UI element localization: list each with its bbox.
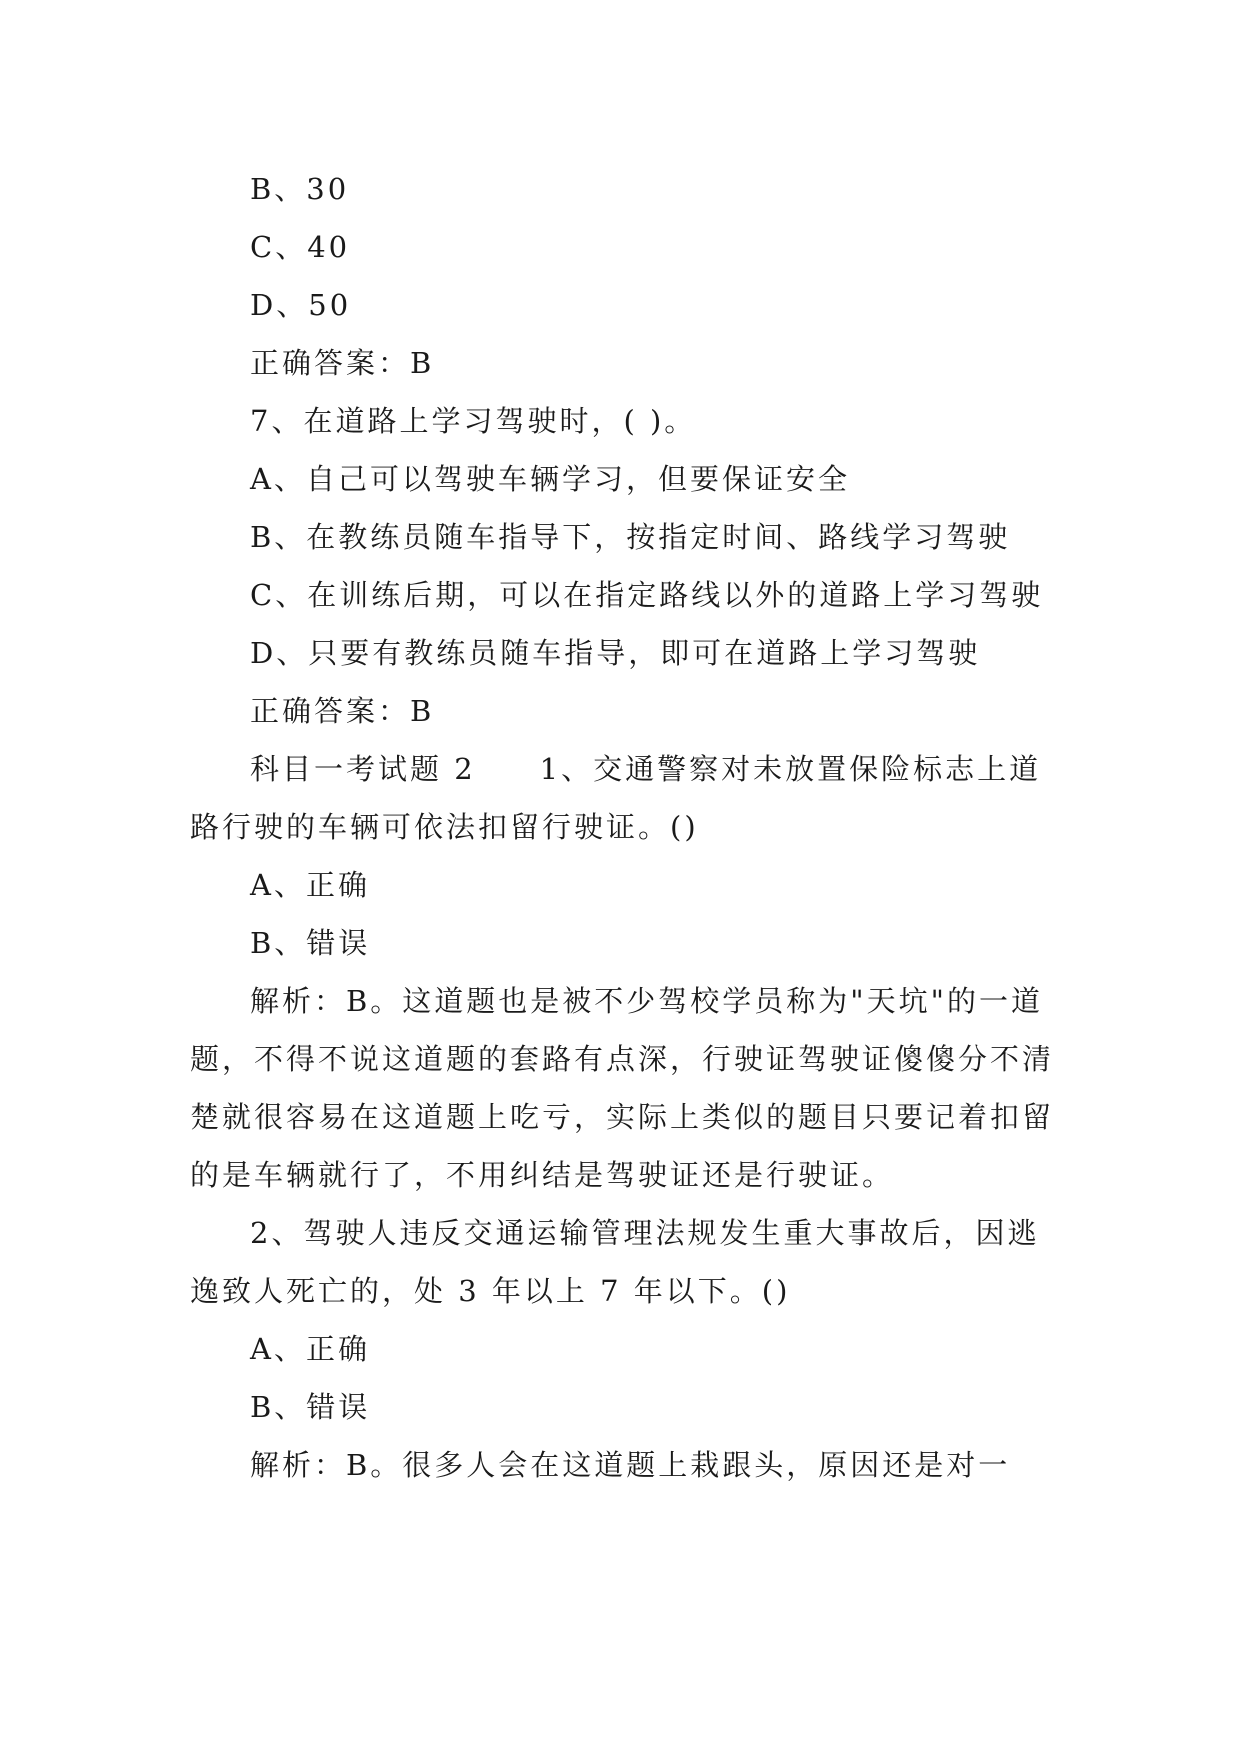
option-b: B、30	[250, 172, 350, 206]
answer-line: 正确答案：B	[250, 346, 435, 380]
question-7-option-a: A、自己可以驾驶车辆学习，但要保证安全	[250, 462, 850, 496]
section-2-q1-option-a: A、正确	[250, 868, 370, 902]
document-page	[190, 160, 1055, 1494]
section-2-q2-option-b: B、错误	[250, 1390, 371, 1424]
question-7-option-c: C、在训练后期，可以在指定路线以外的道路上学习驾驶	[250, 578, 1044, 612]
section-2-question-1: 科目一考试题 2 1、交通警察对未放置保险标志上道路行驶的车辆可依法扣留行驶证。()	[190, 752, 1042, 844]
question-7-option-b: B、在教练员随车指导下，按指定时间、路线学习驾驶	[250, 520, 1011, 554]
question-7-option-d: D、只要有教练员随车指导，即可在道路上学习驾驶	[250, 636, 981, 670]
section-2-question-2: 2、驾驶人违反交通运输管理法规发生重大事故后，因逃逸致人死亡的，处 3 年以上 7 年以下。()	[190, 1216, 1040, 1308]
section-2-q1-explanation: 解析：B。这道题也是被不少驾校学员称为"天坑"的一道题，不得不说这道题的套路有点深，行驶证驾驶证傻傻分不清楚就很容易在这道题上吃亏，实际上类似的题目只要记着扣留的是车辆就行了，不用纠结是驾驶证还是行驶证。	[190, 984, 1055, 1192]
option-c: C、40	[250, 230, 351, 264]
section-2-q2-explanation: 解析：B。很多人会在这道题上栽跟头，原因还是对一	[250, 1448, 1011, 1482]
question-7: 7、在道路上学习驾驶时，( )。	[250, 404, 697, 438]
option-d: D、50	[250, 288, 352, 322]
question-7-answer: 正确答案：B	[250, 694, 435, 728]
section-2-q1-option-b: B、错误	[250, 926, 371, 960]
section-2-q2-option-a: A、正确	[250, 1332, 370, 1366]
